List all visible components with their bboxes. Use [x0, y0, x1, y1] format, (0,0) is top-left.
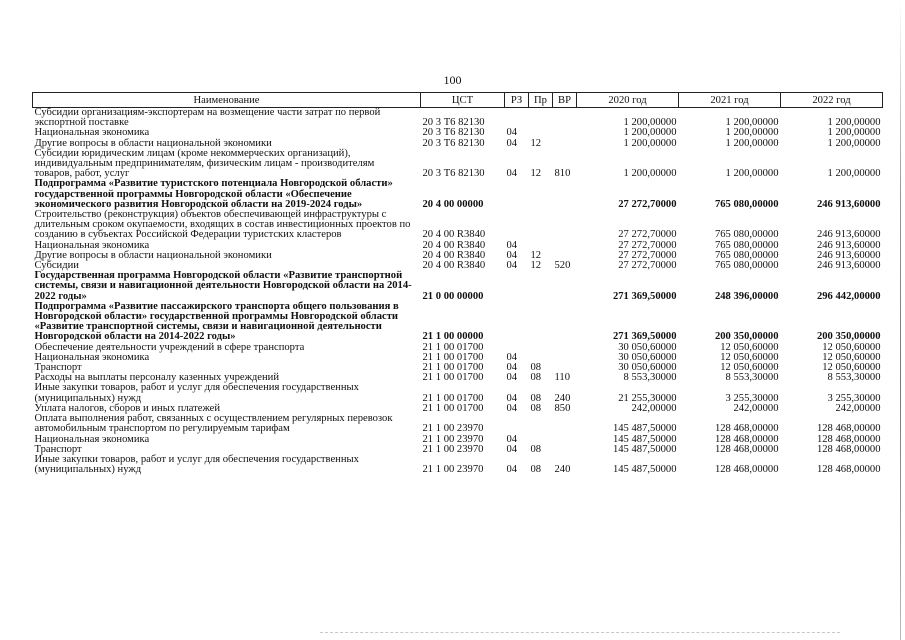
cell-2020: 27 272,70000 [618, 249, 677, 261]
cell-vr: 240 [554, 392, 571, 404]
cell-2020: 145 487,50000 [612, 464, 677, 476]
cell-rz [505, 271, 529, 302]
cell-rz: 04 [506, 433, 518, 445]
cell-2020: 8 553,30000 [623, 372, 677, 384]
cell-vr [553, 353, 577, 363]
cell-name: Иные закупки товаров, работ и услуг для обеспечения государственных (муниципальных) нужд [34, 382, 359, 404]
cell-2021: 765 080,00000 [714, 239, 779, 251]
header-2022: 2022 год [781, 93, 883, 108]
cell-2021: 8 553,30000 [725, 372, 779, 384]
cell-2020: 271 369,50000 [612, 331, 677, 343]
cell-cst: 20 3 Т6 82130 [422, 137, 485, 149]
cell-rz: 04 [506, 351, 518, 363]
cell-2021: 12 050,60000 [720, 341, 779, 353]
cell-cst: 21 1 00 00000 [422, 331, 484, 343]
cell-pr [529, 414, 553, 434]
cell-pr: 08 [530, 402, 542, 414]
cell-2020: 27 272,70000 [618, 260, 677, 272]
cell-2022: 12 050,60000 [822, 362, 881, 374]
cell-2020: 1 200,00000 [623, 137, 677, 149]
cell-2022: 246 913,60000 [816, 239, 881, 251]
table-header-row [33, 93, 883, 108]
cell-pr: 12 [530, 260, 542, 272]
cell-vr [553, 435, 577, 445]
cell-pr [529, 271, 553, 302]
cell-name: Другие вопросы в области национальной экономики [34, 249, 272, 261]
cell-name: Субсидии юридическим лицам (кроме некоммерческих организаций), индивидуальным предпринимателям, физическим лицам - производителям товаров, работ, услуг [34, 147, 375, 180]
cell-2021: 12 050,60000 [720, 351, 779, 363]
cell-2021: 128 468,00000 [714, 443, 779, 455]
cell-vr: 520 [554, 260, 571, 272]
cell-rz [505, 179, 529, 210]
cell-vr [553, 343, 577, 353]
cell-2020: 30 050,60000 [618, 351, 677, 363]
cell-vr [553, 241, 577, 251]
cell-2022: 246 913,60000 [816, 249, 881, 261]
table-row [33, 210, 883, 241]
cell-cst: 20 4 00 00000 [422, 198, 484, 210]
cell-pr [529, 179, 553, 210]
header-2020: 2020 год [577, 93, 679, 108]
cell-2022: 128 468,00000 [816, 433, 881, 445]
cell-2021: 765 080,00000 [714, 229, 779, 241]
cell-2022: 200 350,00000 [816, 331, 881, 343]
table-row [33, 271, 883, 302]
cell-2020: 145 487,50000 [612, 443, 677, 455]
cell-2020: 30 050,60000 [618, 341, 677, 353]
scan-edge-line [900, 0, 901, 640]
cell-name: Транспорт [34, 443, 82, 455]
cell-rz: 04 [506, 464, 518, 476]
cell-name: Национальная экономика [34, 127, 150, 139]
cell-vr [553, 139, 577, 149]
cell-2021: 1 200,00000 [725, 117, 779, 129]
cell-cst: 21 1 00 01700 [422, 351, 484, 363]
cell-vr: 810 [554, 168, 571, 180]
cell-2021: 248 396,00000 [714, 290, 779, 302]
cell-2021: 242,00000 [733, 402, 779, 414]
cell-cst: 21 0 00 00000 [422, 290, 484, 302]
cell-2022: 12 050,60000 [822, 351, 881, 363]
cell-2021: 765 080,00000 [714, 260, 779, 272]
cell-rz: 04 [506, 127, 518, 139]
cell-2021: 765 080,00000 [714, 198, 779, 210]
cell-pr: 08 [530, 372, 542, 384]
cell-cst: 20 4 00 R3840 [422, 249, 486, 261]
cell-2020: 145 487,50000 [612, 423, 677, 435]
cell-name: Государственная программа Новгородской области «Развитие транспортной системы, связи и навигационной деятельности Новгородской области на 2014-2022 годы» [34, 270, 412, 302]
cell-name: Оплата выполнения работ, связанных с осуществлением регулярных перевозок автомобильным транспортом по регулируемым тарифам [34, 413, 393, 435]
cell-vr: 850 [554, 402, 571, 414]
cell-rz: 04 [506, 402, 518, 414]
header-vr: ВР [553, 93, 577, 108]
header-name: Наименование [33, 93, 421, 108]
cell-2020: 1 200,00000 [623, 117, 677, 129]
header-2021: 2021 год [679, 93, 781, 108]
cell-2021: 200 350,00000 [714, 331, 779, 343]
cell-name: Уплата налогов, сборов и иных платежей [34, 402, 221, 414]
cell-name: Национальная экономика [34, 351, 150, 363]
cell-rz: 04 [506, 239, 518, 251]
cell-2020: 145 487,50000 [612, 433, 677, 445]
cell-cst: 20 3 Т6 82130 [422, 168, 485, 180]
cell-2021: 1 200,00000 [725, 137, 779, 149]
cell-pr [529, 343, 553, 353]
cell-rz [505, 108, 529, 129]
cell-vr [553, 128, 577, 138]
cell-rz: 04 [506, 168, 518, 180]
cell-cst: 20 4 00 R3840 [422, 229, 486, 241]
cell-2022: 1 200,00000 [827, 137, 881, 149]
cell-2022: 246 913,60000 [816, 198, 881, 210]
cell-2022: 128 468,00000 [816, 443, 881, 455]
cell-name: Национальная экономика [34, 239, 150, 251]
cell-2022: 296 442,00000 [816, 290, 881, 302]
cell-cst: 20 4 00 R3840 [422, 239, 486, 251]
cell-vr [553, 414, 577, 434]
cell-name: Обеспечение деятельности учреждений в сфере транспорта [34, 341, 305, 353]
cell-2021: 128 468,00000 [714, 423, 779, 435]
cell-vr [553, 302, 577, 343]
cell-2022: 1 200,00000 [827, 127, 881, 139]
cell-pr: 08 [530, 362, 542, 374]
cell-2020: 21 255,30000 [618, 392, 677, 404]
cell-2020: 1 200,00000 [623, 168, 677, 180]
budget-table [32, 92, 883, 475]
cell-2021: 3 255,30000 [725, 392, 779, 404]
cell-name: Другие вопросы в области национальной экономики [34, 137, 272, 149]
cell-rz: 04 [506, 249, 518, 261]
cell-2020: 30 050,60000 [618, 362, 677, 374]
cell-2021: 1 200,00000 [725, 168, 779, 180]
header-rz: РЗ [505, 93, 529, 108]
cell-pr: 08 [530, 392, 542, 404]
cell-2022: 3 255,30000 [827, 392, 881, 404]
cell-cst: 21 1 00 01700 [422, 392, 484, 404]
cell-2021: 765 080,00000 [714, 249, 779, 261]
cell-rz [505, 414, 529, 434]
cell-vr [553, 179, 577, 210]
cell-2021: 1 200,00000 [725, 127, 779, 139]
cell-pr: 08 [530, 464, 542, 476]
cell-2021: 128 468,00000 [714, 464, 779, 476]
cell-cst: 21 1 00 23970 [422, 443, 484, 455]
cell-2020: 271 369,50000 [612, 290, 677, 302]
table-row [33, 383, 883, 403]
cell-rz: 04 [506, 260, 518, 272]
cell-cst: 21 1 00 23970 [422, 433, 484, 445]
cell-name: Субсидии организациям-экспортерам на возмещение части затрат по первой экспортной поставке [34, 107, 381, 129]
cell-cst: 21 1 00 01700 [422, 402, 484, 414]
cell-2022: 8 553,30000 [827, 372, 881, 384]
cell-2022: 128 468,00000 [816, 423, 881, 435]
cell-vr [553, 271, 577, 302]
cell-2020: 27 272,70000 [618, 229, 677, 241]
cell-pr: 12 [530, 168, 542, 180]
cell-name: Транспорт [34, 362, 82, 374]
cell-2022: 1 200,00000 [827, 117, 881, 129]
cell-2022: 12 050,60000 [822, 341, 881, 353]
cell-rz: 04 [506, 392, 518, 404]
cell-2022: 242,00000 [835, 402, 881, 414]
cell-2022: 1 200,00000 [827, 168, 881, 180]
cell-rz [505, 210, 529, 241]
cell-pr [529, 108, 553, 129]
cell-name: Строительство (реконструкция) объектов обеспечивающей инфраструктуры с длительным сроком окупаемости, входящих в состав инвестиционных проектов по созданию в субъектах Российской Федерации туристских кластеров [34, 209, 411, 241]
cell-pr: 12 [530, 137, 542, 149]
cell-name: Субсидии [34, 260, 79, 272]
cell-vr [553, 210, 577, 241]
cell-cst: 21 1 00 01700 [422, 372, 484, 384]
cell-cst: 21 1 00 23970 [422, 464, 484, 476]
cell-name: Национальная экономика [34, 433, 150, 445]
page-number: 100 [443, 73, 462, 87]
cell-2020: 242,00000 [631, 402, 677, 414]
table-row [33, 108, 883, 129]
cell-cst: 21 1 00 01700 [422, 341, 484, 353]
table-row [33, 302, 883, 343]
table-body [33, 108, 883, 476]
cell-pr: 12 [530, 249, 542, 261]
cell-vr [553, 108, 577, 129]
cell-rz: 04 [506, 362, 518, 374]
cell-name: Иные закупки товаров, работ и услуг для обеспечения государственных (муниципальных) нужд [34, 453, 359, 476]
cell-cst: 20 3 Т6 82130 [422, 117, 485, 129]
cell-2020: 27 272,70000 [618, 239, 677, 251]
cell-rz: 04 [506, 372, 518, 384]
header-pr: Пр [529, 93, 553, 108]
cell-cst: 20 3 Т6 82130 [422, 127, 485, 139]
scan-noise-line [320, 632, 840, 634]
cell-name: Расходы на выплаты персоналу казенных учреждений [34, 372, 279, 384]
cell-vr: 110 [554, 372, 570, 384]
cell-2020: 27 272,70000 [618, 198, 677, 210]
cell-2022: 246 913,60000 [816, 260, 881, 272]
cell-rz: 04 [506, 443, 518, 455]
table-row [33, 149, 883, 180]
cell-cst: 21 1 00 01700 [422, 362, 484, 374]
cell-vr: 240 [554, 464, 571, 476]
cell-2022: 128 468,00000 [816, 464, 881, 476]
table-row [33, 179, 883, 210]
cell-2021: 128 468,00000 [714, 433, 779, 445]
cell-rz: 04 [506, 137, 518, 149]
cell-2021: 12 050,60000 [720, 362, 779, 374]
cell-2022: 246 913,60000 [816, 229, 881, 241]
cell-name: Подпрограмма «Развитие пассажирского транспорта общего пользования в Новгородской области» государственной программы Новгородской области «Развитие транспортной системы, связи и навигационной деятельности Новгородской области на 2014-2022 годы» [34, 300, 399, 343]
table-row [33, 414, 883, 434]
cell-pr: 08 [530, 443, 542, 455]
table-row [33, 455, 883, 475]
header-cst: ЦСТ [421, 93, 505, 108]
cell-cst: 20 4 00 R3840 [422, 260, 486, 272]
cell-rz [505, 302, 529, 343]
cell-cst: 21 1 00 23970 [422, 423, 484, 435]
cell-pr [529, 210, 553, 241]
cell-vr [553, 445, 577, 455]
cell-pr [529, 302, 553, 343]
cell-2020: 1 200,00000 [623, 127, 677, 139]
cell-name: Подпрограмма «Развитие туристского потенциала Новгородской области» государственной программы Новгородской области «Обеспечение экономического развития Новгородской области на 2019-2024 годы» [34, 178, 393, 210]
